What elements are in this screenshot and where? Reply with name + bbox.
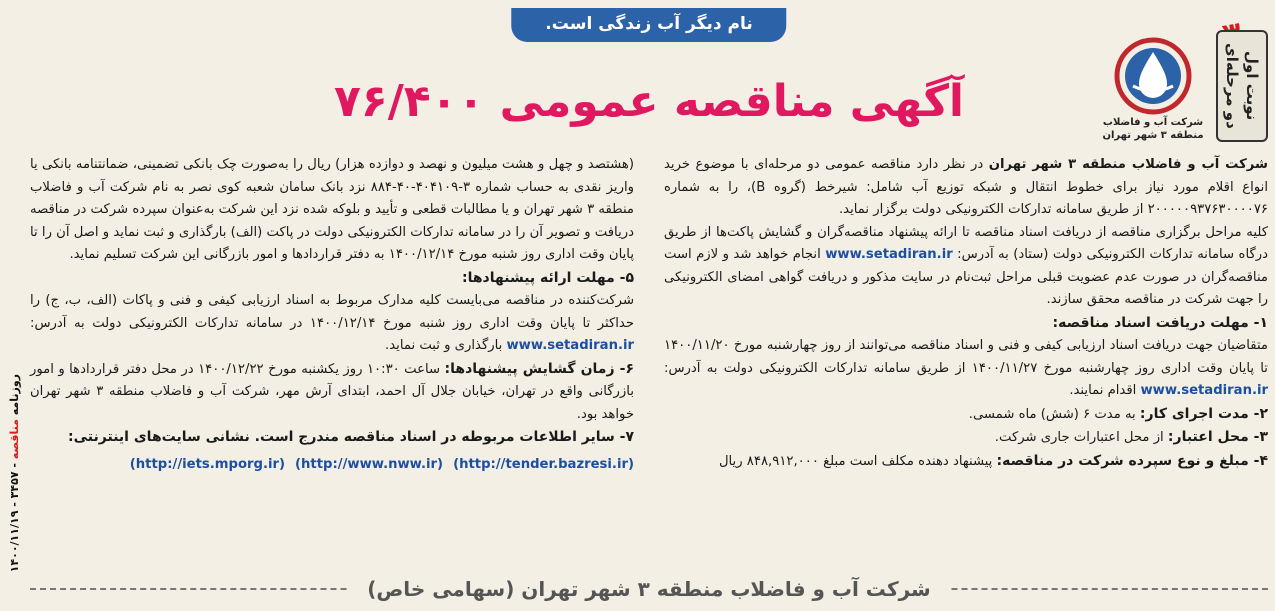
section-6-text: ساعت ۱۰:۳۰ روز یکشنبه مورخ ۱۴۰۰/۱۲/۲۲ در محل دفتر قراردادها و امور بازرگانی واقع در تهران، خیابان جلال آل احمد، ابتدای آرش مهر، شرکت آب و فاضلاب منطقه ۳ شهر تهران خواهد بود.: [30, 361, 634, 422]
section-4: [664, 450, 1268, 474]
newspaper-sidebar: [2, 338, 26, 608]
footer-company: شرکت آب و فاضلاب منطقه ۳ شهر تهران (سهامی خاص): [349, 577, 948, 601]
procedure-paragraph: [664, 222, 1268, 312]
section-2-heading: ۲- مدت اجرای کار:: [1139, 405, 1268, 422]
badge-round: نوبت اول: [1243, 51, 1261, 121]
link-nww[interactable]: (http://www.nww.ir): [295, 456, 444, 472]
procedure-text: کلیه مراحل برگزاری مناقصه از دریافت اسناد مناقصه تا ارائه پیشنهاد مناقصه‌گران و گشایش پاکت‌ها از طریق درگاه سامانه تدارکات الکترونیکی دولت (ستاد) به آدرس:: [664, 224, 1268, 262]
section-2: [664, 403, 1268, 427]
section-1-end: اقدام نمایند.: [1069, 383, 1141, 398]
section-1-heading: ۱- مهلت دریافت اسناد مناقصه:: [1052, 314, 1268, 331]
section-5-link[interactable]: www.setadiran.ir: [506, 338, 634, 353]
section-4-text: پیشنهاد دهنده مکلف است مبلغ ۸۴۸,۹۱۲,۰۰۰ ریال: [718, 453, 997, 469]
link-mporg[interactable]: (http://iets.mporg.ir): [129, 456, 286, 472]
section-7-heading: ۷- سایر اطلاعات مربوطه در اسناد مناقصه مندرج است. نشانی سایت‌های اینترنتی:: [68, 429, 634, 445]
round-badge: [1216, 30, 1268, 142]
intro-paragraph: [664, 154, 1268, 222]
tender-notice: [7, 8, 1268, 604]
section-7: [30, 426, 634, 450]
section-2-text: به مدت ۶ (شش) ماه شمسی.: [968, 406, 1140, 422]
section-1: [664, 312, 1268, 403]
section-3-heading: ۳- محل اعتبار:: [1167, 429, 1268, 445]
section-4-heading: ۴- مبلغ و نوع سپرده شرکت در مناقصه:: [996, 452, 1268, 469]
section-1-link[interactable]: www.setadiran.ir: [1140, 383, 1268, 398]
badge-stages: دو مرحله‌ای: [1223, 43, 1241, 129]
logo-caption-1: شرکت آب و فاضلاب: [1102, 117, 1204, 128]
left-column: [30, 154, 634, 574]
right-column: [664, 154, 1268, 574]
sidebar-text: [8, 374, 21, 572]
section-5-text: شرکت‌کننده در مناقصه می‌بایست کلیه مدارک مربوط به اسناد ارزیابی کیفی و فنی و پاکات (الف، ب، ج) را حداکثر تا پایان وقت اداری روز شنبه مورخ ۱۴۰۰/۱۲/۱۴ در سامانه تدارکات الکترونیکی دولت به آدرس:: [30, 293, 635, 331]
intro-text: در نظر دارد مناقصه عمومی دو مرحله‌ای با موضوع خرید انواع اقلام مورد نیاز برای خطوط انتقال و شبکه توزیع آب شامل: شیرخط (گروه B)، را به شماره ۲۰۰۰۰۰۹۳۷۶۳۰۰۰۰۷۶ از طریق سامانه تدارکات الکترونیکی دولت برگزار نماید.: [664, 157, 1268, 217]
section-6: [30, 358, 634, 427]
sidebar-paper-name: مناقصه: [7, 418, 21, 460]
notice-body: [30, 154, 1268, 574]
sidebar-paper: روزنامه: [7, 373, 21, 419]
intro-company: شرکت آب و فاضلاب منطقه ۳ شهر تهران: [988, 157, 1268, 172]
slogan-banner: نام دیگر آب زندگی است.: [511, 8, 786, 42]
section-5: [30, 267, 634, 358]
section-3: [664, 426, 1268, 450]
footer: [30, 574, 1268, 604]
section-5-heading: ۵- مهلت ارائه پیشنهادها:: [461, 269, 634, 286]
section-3-text: از محل اعتبارات جاری شرکت.: [994, 430, 1168, 445]
section-1-text: متقاضیان جهت دریافت اسناد ارزیابی کیفی و فنی و اسناد مناقصه می‌توانند از روز چهارشنبه مورخ ۱۴۰۰/۱۱/۲۰ تا پایان وقت اداری روز چهارشنبه مورخ ۱۴۰۰/۱۱/۲۷ از طریق سامانه تدارکات الکترونیکی دولت به آدرس:: [664, 338, 1268, 376]
logo-caption-2: منطقه ۳ شهر تهران: [1102, 130, 1204, 141]
water-drop-logo-icon: [1113, 36, 1193, 116]
company-logo: [1098, 36, 1208, 142]
procedure-rest: انجام خواهد شد و لازم است مناقصه‌گران در صورت عدم عضویت قبلی مراحل ثبت‌نام در سایت مذکور و دریافت گواهی امضای الکترونیکی را جهت شرکت در مناقصه محقق سازند.: [664, 247, 1268, 307]
section-5-end: بارگذاری و ثبت نماید.: [385, 338, 507, 353]
setadiran-link[interactable]: www.setadiran.ir: [825, 247, 953, 262]
section-6-heading: ۶- زمان گشایش پیشنهادها:: [444, 360, 634, 377]
notice-title: آگهی مناقصه عمومی ۷۶/۴۰۰: [333, 76, 965, 127]
link-bazresi[interactable]: (http://tender.bazresi.ir): [453, 456, 634, 472]
sidebar-issue: - ۳۴۵۷ - ۱۴۰۰/۱۱/۱۹: [7, 459, 21, 573]
website-links: [30, 454, 634, 477]
deposit-paragraph: (هشتصد و چهل و هشت میلیون و نهصد و دوازده هزار) ریال را به‌صورت چک بانکی تضمینی، ضمانتنامه بانکی یا واریز نقدی به حساب شماره ۳-۴۰۴۱۰۹-۴۰-۸۸۴ نزد بانک سامان شعبه کوی نصر به نام شرکت آب و فاضلاب منطقه ۳ شهر تهران و یا مطالبات قطعی و تأیید و بلوکه شده نزد این شرکت به‌عنوان سپرده شرکت در مناقصه دریافت و تصویر آن را در سامانه تدارکات الکترونیکی دولت در پاکت (الف) بارگذاری و ثبت نماید و اصل آن را تا پایان وقت اداری روز شنبه مورخ ۱۴۰۰/۱۲/۱۴ به دفتر قراردادها و امور بازرگانی این شرکت تسلیم نماید.: [30, 157, 635, 262]
